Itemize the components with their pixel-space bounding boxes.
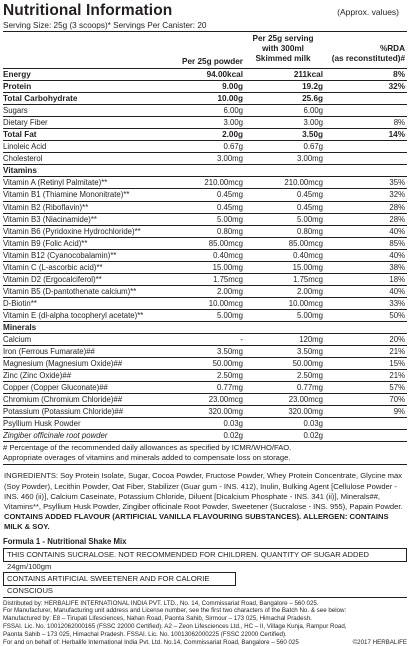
rda-value bbox=[323, 430, 407, 441]
per25-value: 0.80mg bbox=[216, 226, 243, 236]
table-row bbox=[3, 370, 407, 382]
table-row bbox=[3, 274, 407, 286]
rda-value bbox=[323, 141, 407, 152]
serving-info: Serving Size: 25g (3 scoops)* Servings Per Canister: 20 bbox=[3, 20, 407, 32]
header-milk-line2: with 300ml bbox=[262, 44, 304, 53]
nutrient-label: Vitamin B6 (Pyridoxine Hydrochloride)** bbox=[3, 226, 141, 236]
rda-value bbox=[323, 105, 407, 116]
nutrient-label: Vitamin E (dl-alpha tocopheryl acetate)** bbox=[3, 310, 144, 320]
nutrient-label: Cholesterol bbox=[3, 154, 43, 164]
milk-value: 3.50mg bbox=[296, 347, 323, 357]
table-row bbox=[3, 93, 407, 105]
per25-value: 5.00mg bbox=[216, 310, 243, 320]
nutrition-label bbox=[3, 2, 407, 646]
nutrient-label: Vitamin A (Retinyl Palmitate)** bbox=[3, 178, 108, 188]
rda-value: 70% bbox=[389, 395, 405, 405]
rda-value bbox=[323, 418, 407, 429]
overage-note: Appropriate overages of vitamins and minerals added to compensate loss on storage. bbox=[3, 453, 291, 463]
milk-value: 10.00mcg bbox=[288, 298, 323, 308]
rda-value: 15% bbox=[389, 359, 405, 369]
rda-value: 28% bbox=[389, 202, 405, 212]
per25-value: 320.00mg bbox=[208, 407, 243, 417]
milk-value: 0.02g bbox=[303, 431, 323, 441]
nutrient-label: Energy bbox=[3, 70, 31, 79]
table-row bbox=[3, 177, 407, 189]
milk-value: 6.00g bbox=[303, 106, 323, 116]
nutrient-label: Linoleic Acid bbox=[3, 142, 47, 152]
title-row bbox=[3, 2, 407, 20]
table-row bbox=[3, 382, 407, 394]
per25-value: - bbox=[240, 335, 243, 345]
nutrient-label: Protein bbox=[3, 82, 32, 92]
footer-line: FSSAI. Lic. No. 10012062000165 (FSSC 22000 Certified). A2 – Zeon Lifesciences Ltd., HC – II, Village Kunja, Rampur Road, bbox=[3, 623, 347, 631]
rda-value bbox=[323, 93, 407, 104]
vitamins-heading: Vitamins bbox=[3, 165, 407, 177]
rda-value: 35% bbox=[389, 178, 405, 188]
rda-value: 33% bbox=[389, 298, 405, 308]
milk-value: 320.00mg bbox=[288, 407, 323, 417]
nutrient-label: Vitamin B5 (D-pantothenate calcium)** bbox=[3, 286, 137, 296]
per25-value: 0.40mcg bbox=[213, 250, 243, 260]
per25-value: 0.45mg bbox=[216, 202, 243, 212]
header-rda-line1: %RDA bbox=[379, 44, 405, 53]
table-header bbox=[3, 32, 407, 69]
nutrient-label: Psyllium Husk Powder bbox=[3, 419, 81, 429]
rda-value: 9% bbox=[393, 407, 405, 417]
table-row bbox=[3, 214, 407, 226]
milk-value: 2.50mg bbox=[296, 371, 323, 381]
milk-value: 2.00mg bbox=[296, 286, 323, 296]
per25-value: 15.00mg bbox=[212, 262, 243, 272]
rda-value: 18% bbox=[389, 274, 405, 284]
macros-table bbox=[3, 69, 407, 165]
header-blank bbox=[3, 32, 149, 68]
per25-value: 50.00mg bbox=[212, 359, 243, 369]
per25-value: 94.00kcal bbox=[206, 70, 243, 79]
rda-value: 32% bbox=[389, 190, 405, 200]
nutrient-label: Vitamin B3 (Niacinamide)** bbox=[3, 214, 97, 224]
nutrient-label: Vitamin B2 (Riboflavin)** bbox=[3, 202, 89, 212]
milk-value: 5.00mg bbox=[296, 310, 323, 320]
rda-value: 40% bbox=[389, 250, 405, 260]
footer-line: For Manufacturer, Manufacturing unit address and License number, see the first two characters of the Batch No. & see below: bbox=[3, 607, 347, 615]
per25-value: 10.00mcg bbox=[208, 298, 243, 308]
nutrient-label: Sugars bbox=[3, 106, 28, 116]
table-row bbox=[3, 406, 407, 418]
per25-value: 0.67g bbox=[223, 142, 243, 152]
nutrient-label: Zinc (Zinc Oxide)## bbox=[3, 371, 72, 381]
rda-value bbox=[323, 153, 407, 164]
milk-value: 3.00mg bbox=[296, 154, 323, 164]
rda-value: 38% bbox=[389, 262, 405, 272]
allergen-statement: CONTAINS ADDED FLAVOUR (ARTIFICIAL VANILLA FLAVOURING SUBSTANCES). ALLERGEN: CONTAINS MILK & SOY. bbox=[4, 512, 389, 532]
milk-value: 0.03g bbox=[303, 419, 323, 429]
rda-value: 57% bbox=[389, 383, 405, 393]
footer-lines bbox=[3, 600, 407, 639]
nutrient-label: Chromium (Chromium Chloride)## bbox=[3, 395, 123, 405]
table-row bbox=[3, 358, 407, 370]
rda-value: 20% bbox=[389, 335, 405, 345]
ingredients-text bbox=[3, 471, 407, 532]
rda-value: 8% bbox=[393, 118, 405, 128]
rda-value: 85% bbox=[389, 238, 405, 248]
table-row bbox=[3, 334, 407, 346]
milk-value: 0.40mcg bbox=[293, 250, 323, 260]
per25-value: 23.00mcg bbox=[208, 395, 243, 405]
table-row bbox=[3, 346, 407, 358]
per25-value: 6.00g bbox=[223, 106, 243, 116]
per25-value: 10.00g bbox=[217, 94, 243, 104]
nutrient-label: D-Biotin** bbox=[3, 298, 37, 308]
per25-value: 1.75mcg bbox=[213, 274, 243, 284]
table-row bbox=[3, 141, 407, 153]
milk-value: 211kcal bbox=[293, 70, 323, 79]
table-row bbox=[3, 238, 407, 250]
nutrient-label: Total Carbohydrate bbox=[3, 94, 78, 104]
table-row bbox=[3, 226, 407, 238]
table-row bbox=[3, 153, 407, 165]
header-milk-line1: Per 25g serving bbox=[252, 34, 314, 43]
rda-value: 14% bbox=[388, 130, 405, 140]
rda-value: 40% bbox=[389, 226, 405, 236]
footer-line: Paonta Sahib – 173 025, Himachal Pradesh. FSSAI. Lic. No. 10013062000225 (FSSC 22000 Certified). bbox=[3, 630, 287, 638]
milk-value: 0.77mg bbox=[296, 383, 323, 393]
table-row bbox=[3, 250, 407, 262]
header-milk-line3: Skimmed milk bbox=[255, 54, 311, 63]
milk-value: 120mg bbox=[299, 335, 323, 345]
milk-value: 1.75mcg bbox=[293, 274, 323, 284]
table-row bbox=[3, 81, 407, 93]
nutrient-label: Zingiber officinale root powder bbox=[3, 431, 108, 441]
rda-value: 50% bbox=[389, 310, 405, 320]
table-row bbox=[3, 202, 407, 214]
product-formula: Formula 1 - Nutritional Shake Mix bbox=[3, 536, 127, 546]
footer-line: Distributed by: HERBALIFE INTERNATIONAL INDIA PVT. LTD., No. 14, Commissariat Road, Bangalore – 560 025. bbox=[3, 599, 319, 607]
footer-behalf: For and on behalf of: Herbalife International India Pvt. Ltd. No.14, Commissariat Road, Bangalore – 560 025 bbox=[3, 638, 299, 646]
distributor-footer bbox=[3, 597, 407, 646]
page-title: Nutritional Information bbox=[3, 2, 173, 19]
per25-value: 2.50mg bbox=[216, 371, 243, 381]
milk-value: 15.00mg bbox=[292, 262, 323, 272]
milk-value: 25.6g bbox=[302, 94, 323, 104]
table-row bbox=[3, 298, 407, 310]
table-row bbox=[3, 105, 407, 117]
per25-value: 3.00g bbox=[223, 118, 243, 128]
rda-value: 21% bbox=[389, 371, 405, 381]
table-row bbox=[3, 394, 407, 406]
approx-note: (Approx. values) bbox=[337, 7, 399, 17]
nutrient-label: Dietary Fiber bbox=[3, 118, 48, 128]
rda-value: 21% bbox=[389, 347, 405, 357]
minerals-heading: Minerals bbox=[3, 322, 407, 334]
vitamins-table bbox=[3, 177, 407, 322]
header-rda bbox=[323, 32, 407, 68]
milk-value: 50.00mg bbox=[292, 359, 323, 369]
table-row bbox=[3, 189, 407, 201]
milk-value: 23.00mcg bbox=[288, 395, 323, 405]
table-row bbox=[3, 286, 407, 298]
table-row bbox=[3, 430, 407, 442]
milk-value: 0.45mg bbox=[296, 190, 323, 200]
nutrient-label: Potassium (Potassium Chloride)## bbox=[3, 407, 124, 417]
sucralose-warning: THIS CONTAINS SUCRALOSE. NOT RECOMMENDED FOR CHILDREN. QUANTITY OF SUGAR ADDED 24gm/100gm bbox=[3, 548, 407, 562]
minerals-table bbox=[3, 334, 407, 442]
milk-value: 3.50g bbox=[302, 130, 323, 140]
footer-line: Manufactured by: E8 – Tirupati Lifesciences, Nahan Road, Paonta Sahib, Sirmour – 173 025, Himachal Pradesh. bbox=[3, 615, 312, 623]
nutrient-label: Vitamin C (L-ascorbic acid)** bbox=[3, 262, 103, 272]
milk-value: 85.00mcg bbox=[288, 238, 323, 248]
artificial-sweetener-box: CONTAINS ARTIFICIAL SWEETENER AND FOR CALORIE CONSCIOUS bbox=[3, 572, 236, 586]
nutrient-label: Vitamin B1 (Thiamine Mononitrate)** bbox=[3, 190, 130, 200]
header-per25: Per 25g powder bbox=[182, 57, 243, 66]
milk-value: 0.80mg bbox=[296, 226, 323, 236]
nutrient-label: Vitamin B9 (Folic Acid)** bbox=[3, 238, 88, 248]
milk-value: 19.2g bbox=[302, 82, 323, 92]
nutrient-label: Copper (Copper Gluconate)## bbox=[3, 383, 108, 393]
milk-value: 5.00mg bbox=[296, 214, 323, 224]
nutrient-label: Vitamin D2 (Ergocalciferol)** bbox=[3, 274, 102, 284]
table-row bbox=[3, 129, 407, 141]
nutrient-label: Iron (Ferrous Fumarate)## bbox=[3, 347, 95, 357]
per25-value: 2.00g bbox=[222, 130, 243, 140]
per25-value: 0.45mg bbox=[216, 190, 243, 200]
nutrient-label: Calcium bbox=[3, 335, 32, 345]
per25-value: 210.00mcg bbox=[204, 178, 243, 188]
per25-value: 0.77mg bbox=[216, 383, 243, 393]
ingredients: INGREDIENTS: Soy Protein Isolate, Sugar, Cocoa Powder, Fructose Powder, Whey Protein Concentrate, Glycine max (Soy Powder), Lecithin Powder, Oat Fiber, Stabilizer (Guar gum - INS. 412), Inulin, Bulking Agent [Cellulose Powder - INS. 460 (ii)], Calcium Caseinate, Potassium Chloride, Diluent [Dicalcium Phosphate - INS. 341 (ii)], Minerals##, Vitamins**, Psyllium Husk Powder, Zingiber officinale Root Powder, Sweetener (Sucralose - INS. 955), Papain Powder. bbox=[4, 471, 403, 512]
milk-value: 0.45mg bbox=[296, 202, 323, 212]
table-row bbox=[3, 310, 407, 322]
nutrient-label: Vitamin B12 (Cyanocobalamin)** bbox=[3, 250, 117, 260]
header-milk bbox=[243, 32, 323, 68]
per25-value: 85.00mcg bbox=[208, 238, 243, 248]
per25-value: 9.00g bbox=[222, 82, 243, 92]
rda-note: # Percentage of the recommended daily allowances as specified by ICMR/WHO/FAO. bbox=[3, 443, 292, 453]
header-rda-line2: (as reconstituted)# bbox=[331, 54, 405, 63]
nutrient-label: Magnesium (Magnesium Oxide)## bbox=[3, 359, 123, 369]
per25-value: 3.50mg bbox=[216, 347, 243, 357]
rda-footnote bbox=[3, 442, 407, 465]
nutrient-label: Total Fat bbox=[3, 130, 37, 140]
rda-value: 32% bbox=[388, 82, 405, 92]
milk-value: 210.00mcg bbox=[284, 178, 323, 188]
table-row bbox=[3, 262, 407, 274]
per25-value: 0.03g bbox=[223, 419, 243, 429]
per25-value: 3.00mg bbox=[216, 154, 243, 164]
table-row bbox=[3, 117, 407, 129]
milk-value: 3.00g bbox=[303, 118, 323, 128]
table-row bbox=[3, 418, 407, 430]
rda-value: 40% bbox=[389, 286, 405, 296]
rda-value: 8% bbox=[393, 70, 405, 79]
rda-value: 28% bbox=[389, 214, 405, 224]
per25-value: 5.00mg bbox=[216, 214, 243, 224]
per25-value: 2.00mg bbox=[216, 286, 243, 296]
copyright: ©2017 HERBALIFE bbox=[352, 638, 407, 646]
per25-value: 0.02g bbox=[223, 431, 243, 441]
table-row bbox=[3, 69, 407, 81]
milk-value: 0.67g bbox=[303, 142, 323, 152]
